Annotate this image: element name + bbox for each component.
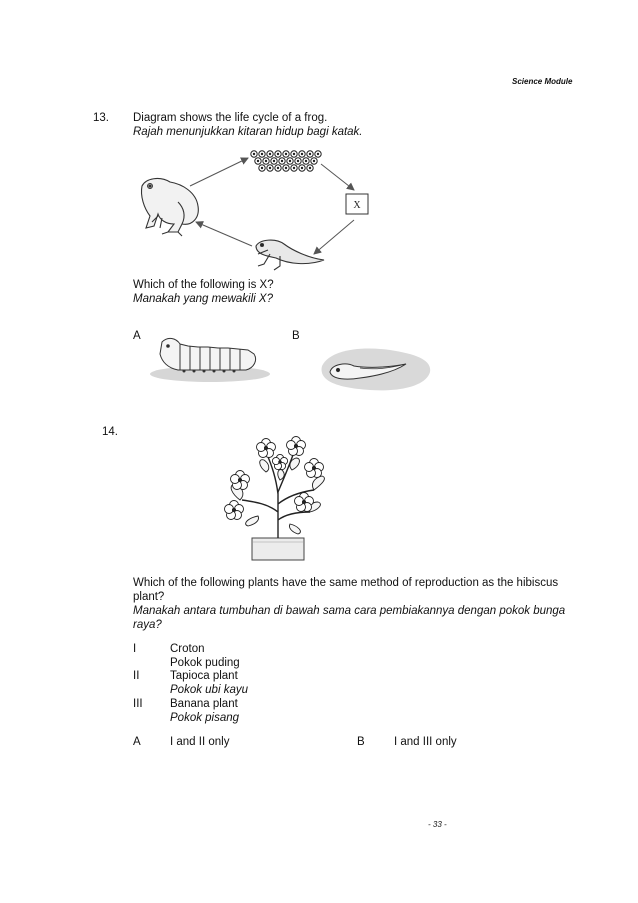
page-number: - 33 - <box>428 820 447 829</box>
item-en-1: Croton <box>170 643 205 655</box>
q13-option-b-letter: B <box>292 330 300 342</box>
x-label: X <box>353 200 361 211</box>
module-header: Science Module <box>512 77 573 86</box>
item-en-3: Banana plant <box>170 698 238 710</box>
q14-question-ms-line1: Manakah antara tumbuhan di bawah sama cara pembiakannya dengan pokok bunga <box>133 605 566 617</box>
frog-life-cycle-diagram <box>138 146 378 276</box>
q13-stem-en: Diagram shows the life cycle of a frog. <box>133 112 328 124</box>
q14-question-en-line1: Which of the following plants have the same method of reproduction as the hibiscus <box>133 577 559 589</box>
q13-stem-ms: Rajah menunjukkan kitaran hidup bagi katak. <box>133 126 363 138</box>
q14-question-en-line2: plant? <box>133 591 165 603</box>
q13-number: 13. <box>93 112 109 124</box>
q13-question-en: Which of the following is X? <box>133 279 274 291</box>
q14-number: 14. <box>102 426 118 438</box>
q14-question-ms-line2: raya? <box>133 619 162 631</box>
answer-b-text: I and III only <box>394 736 457 748</box>
caterpillar-icon <box>148 332 268 384</box>
answer-b-letter: B <box>357 736 365 748</box>
answer-a-text: I and II only <box>170 736 230 748</box>
young-frog-icon <box>256 240 324 270</box>
item-roman-1: I <box>133 643 137 655</box>
item-roman-2: II <box>133 670 140 682</box>
hibiscus-plant-icon <box>218 432 330 564</box>
item-roman-3: III <box>133 698 143 710</box>
q13-option-a-letter: A <box>133 330 141 342</box>
tadpole-icon <box>320 346 432 394</box>
item-ms-2: Pokok ubi kayu <box>170 684 248 696</box>
answer-a-letter: A <box>133 736 141 748</box>
item-ms-3: Pokok pisang <box>170 712 240 724</box>
frog-icon <box>141 179 198 236</box>
item-ms-1: Pokok puding <box>170 657 240 669</box>
q13-question-ms: Manakah yang mewakili X? <box>133 293 273 305</box>
item-en-2: Tapioca plant <box>170 670 238 682</box>
